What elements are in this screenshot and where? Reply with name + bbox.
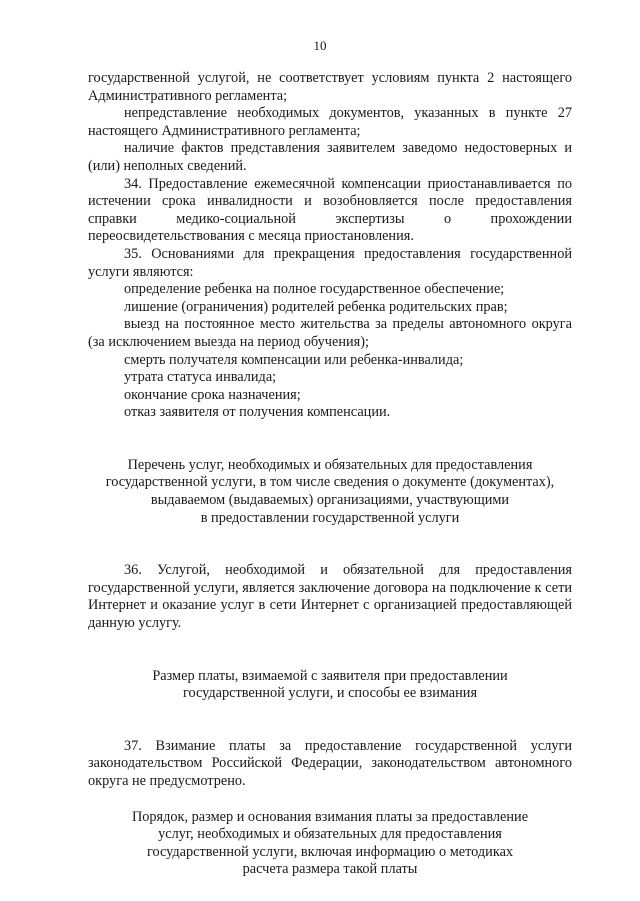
paragraph-34: 34. Предоставление ежемесячной компенсации приостанавливается по истечении срока инвалидности и возобновляется после предоставления справки медико-социальной экспертизы о прохождении переосвидетельствования с месяца приостановления. [88, 175, 572, 245]
paragraph-list-item: лишение (ограничения) родителей ребенка родительских прав; [124, 298, 508, 315]
paragraph-list-item: выезд на постоянное место жительства за пределы автономного округа (за исключением выезда на период обучения); [88, 316, 572, 350]
heading-line: расчета размера такой платы [242, 861, 418, 878]
paragraph-list-item: окончание срока назначения; [124, 386, 301, 403]
section-heading [88, 809, 572, 879]
section-heading [88, 457, 572, 527]
paragraph-37: 37. Взимание платы за предоставление государственной услуги законодательством Российской Федерации, законодательством автономного округа не предусмотрено. [88, 737, 572, 789]
page-number: 10 [313, 38, 327, 53]
heading-line: Размер платы, взимаемой с заявителя при предоставлении [152, 667, 508, 684]
heading-line: государственной услуги, включая информацию о методиках [146, 843, 514, 860]
heading-line: услуг, необходимых и обязательных для предоставления [158, 826, 502, 843]
spacer [88, 791, 572, 809]
paragraph-list-item: смерть получателя компенсации или ребенка-инвалида; [124, 351, 464, 368]
heading-line: в предоставлении государственной услуги [200, 509, 460, 526]
paragraph-list-item: отказ заявителя от получения компенсации. [124, 404, 391, 421]
heading-line: государственной услуги, в том числе сведения о документе (документах), [105, 474, 555, 491]
paragraph-35: 35. Основаниями для прекращения предоставления государственной услуги являются: [88, 245, 572, 280]
heading-line: государственной услуги, и способы ее взимания [182, 685, 478, 702]
heading-line: Перечень услуг, необходимых и обязательных для предоставления [127, 456, 533, 473]
paragraph-list-item: определение ребенка на полное государственное обеспечение; [124, 281, 505, 298]
heading-line: Порядок, размер и основания взимания платы за предоставление [131, 808, 529, 825]
section-heading [88, 668, 572, 703]
paragraph-continuation: государственной услугой, не соответствует условиям пункта 2 настоящего Административного регламента; [88, 70, 572, 104]
heading-line: выдаваемом (выдаваемых) организациями, участвующими [150, 492, 510, 509]
paragraph-list-item: непредставление необходимых документов, указанных в пункте 27 настоящего Административного регламента; [88, 105, 572, 139]
spacer [88, 703, 572, 738]
paragraph-list-item: наличие фактов представления заявителем заведомо недостоверных и (или) неполных сведений. [88, 140, 572, 174]
paragraph-list-item: утрата статуса инвалида; [124, 369, 277, 386]
spacer [88, 527, 572, 562]
document-body [88, 70, 572, 879]
paragraph-36: 36. Услугой, необходимой и обязательной для предоставления государственной услуги, является заключение договора на подключение к сети Интернет и оказание услуг в сети Интернет с организацией предоставляющей данную услугу. [88, 562, 572, 632]
spacer [88, 633, 572, 668]
spacer [88, 422, 572, 457]
